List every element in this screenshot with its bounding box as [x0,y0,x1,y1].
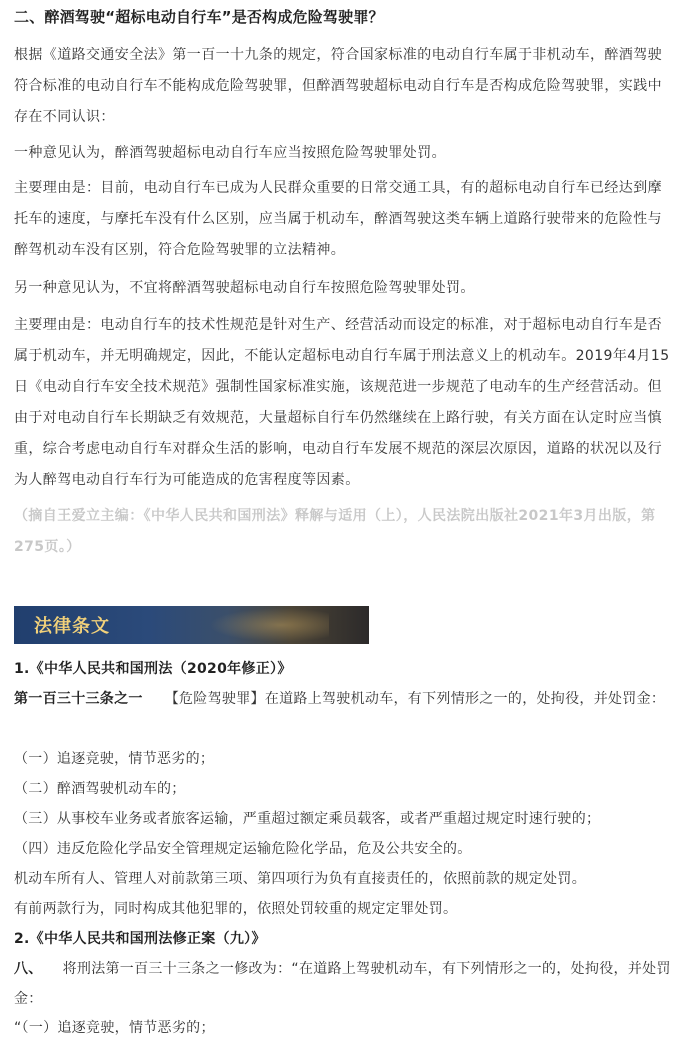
law-title-1: 1.《中华人民共和国刑法（2020年修正）》 [14,661,292,677]
paragraph-reason-two: 主要理由是：电动自行车的技术性规范是针对生产、经营活动而设定的标准，对于超标电动自行车是否属于机动车，并无明确规定，因此，不能认定超标电动自行车属于刑法意义上的机动车。2019年4月15日《电动自行车安全技术规范》强制性国家标准实施，该规范进一步规范了电动车的生产经营活动。但由于对电动自行车长期缺乏有效规范，大量超标自行车仍然继续在上路行驶，有关方面在认定时应当慎重，综合考虑电动自行车对群众生活的影响，电动自行车发展不规范的深层次原因，道路的状况以及行为人醉驾电动自行车行为可能造成的危害程度等因素。 [14,317,670,488]
law2-article [14,954,679,1014]
law1-item: （四）违反危险化学品安全管理规定运输危险化学品，危及公共安全的。 [14,841,472,857]
law2-item: “（一）追逐竞驶，情节恶劣的； [14,1020,215,1036]
law1-article-label: 第一百三十三条之一 [14,691,143,707]
law1-article-tag: 【危险驾驶罪】 [164,691,265,707]
section-heading: 二、醉酒驾驶“超标电动自行车”是否构成危险驾驶罪？ [14,8,384,26]
law-title-2: 2.《中华人民共和国刑法修正案（九）》 [14,931,266,947]
law2-article-text: 将刑法第一百三十三条之一修改为：“在道路上驾驶机动车，有下列情形之一的，处拘役，并处罚金： [14,961,671,1007]
paragraph-reason-one: 主要理由是：目前，电动自行车已成为人民群众重要的日常交通工具，有的超标电动自行车已经达到摩托车的速度，与摩托车没有什么区别，应当属于机动车，醉酒驾驶这类车辆上道路行驶带来的危险性与醉驾机动车没有区别，符合危险驾驶罪的立法精神。 [14,180,662,258]
law1-extra-2: 有前两款行为，同时构成其他犯罪的，依照处罚较重的规定定罪处罚。 [14,901,458,917]
law1-item: （一）追逐竞驶，情节恶劣的； [14,751,215,767]
banner-decoration [209,608,329,642]
paragraph-opinion-two: 另一种意见认为，不宜将醉酒驾驶超标电动自行车按照危险驾驶罪处罚。 [14,280,475,296]
law1-article [14,684,679,714]
banner-title: 法律条文 [34,616,110,637]
law1-item: （二）醉酒驾驶机动车的； [14,781,186,797]
law1-article-text: 在道路上驾驶机动车，有下列情形之一的，处拘役，并处罚金： [264,691,666,707]
law2-article-label: 八、 [14,961,43,977]
paragraph-opinion-one: 一种意见认为，醉酒驾驶超标电动自行车应当按照危险驾驶罪处罚。 [14,145,446,161]
section-banner [14,606,369,644]
law1-item: （三）从事校车业务或者旅客运输，严重超过额定乘员载客，或者严重超过规定时速行驶的； [14,811,601,827]
source-note: （摘自王爱立主编：《中华人民共和国刑法》释解与适用（上），人民法院出版社2021年3月出版，第275页。） [14,508,656,555]
paragraph-intro: 根据《道路交通安全法》第一百一十九条的规定，符合国家标准的电动自行车属于非机动车，醉酒驾驶符合标准的电动自行车不能构成危险驾驶罪，但醉酒驾驶超标电动自行车是否构成危险驾驶罪，实践中存在不同认识： [14,47,662,125]
law1-extra-1: 机动车所有人、管理人对前款第三项、第四项行为负有直接责任的，依照前款的规定处罚。 [14,871,586,887]
